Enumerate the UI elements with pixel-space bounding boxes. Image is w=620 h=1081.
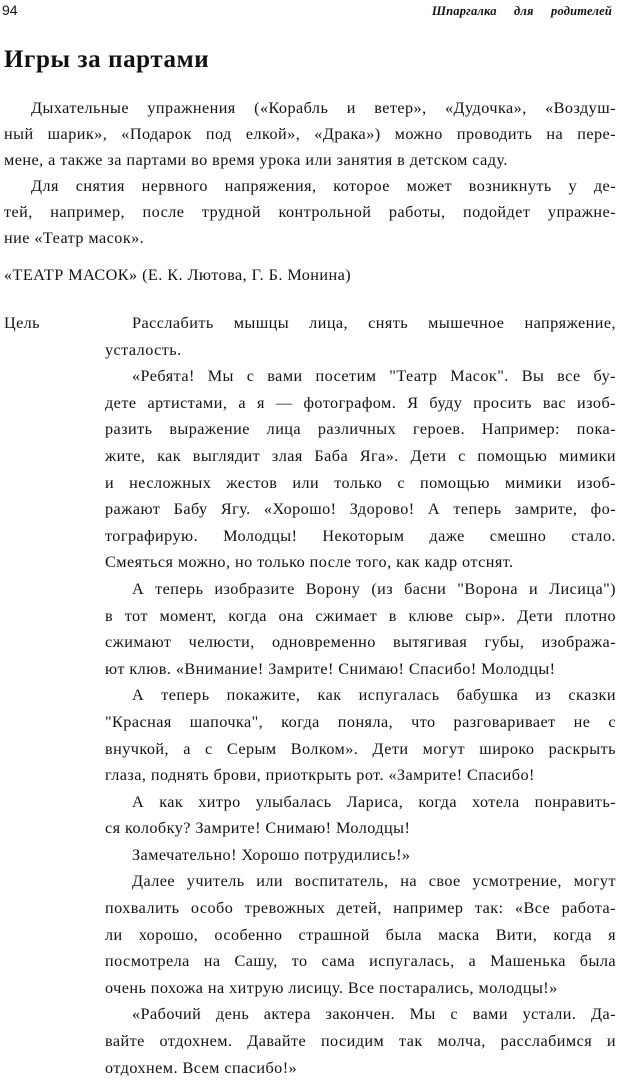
text-line: вайте отдохнем. Давайте посидим так молча, расслабимся и bbox=[105, 1032, 616, 1051]
text-line: ние «Театр масок». bbox=[4, 229, 145, 247]
text-line: А теперь изобразите Ворону (из басни "Ворона и Лисица") bbox=[132, 579, 616, 598]
text-line: жите, как выглядит злая Баба Яга». Дети с помощью мимики bbox=[105, 446, 616, 465]
paragraph bbox=[105, 363, 616, 576]
text-line: Замечательно! Хорошо потрудились!» bbox=[132, 845, 411, 864]
paragraph bbox=[105, 1001, 616, 1081]
text-line: тографирую. Молодцы! Некоторым даже смешно стало. bbox=[105, 526, 616, 545]
text-line: похвалить особо тревожных детей, например так: «Все работа- bbox=[105, 899, 616, 918]
paragraph bbox=[105, 789, 616, 842]
text-line: глаза, поднять брови, приоткрыть рот. «Замрите! Спасибо! bbox=[105, 766, 535, 785]
text-line: и несложных жестов или только с помощью мимики изоб- bbox=[105, 473, 616, 492]
exercise-body bbox=[105, 310, 616, 1081]
text-line: ся колобку? Замрите! Снимаю! Молодцы! bbox=[105, 819, 411, 838]
paragraph bbox=[105, 868, 616, 1001]
text-line: Дыхательные упражнения («Корабль и ветер», «Дудочка», «Воздуш- bbox=[31, 99, 616, 117]
text-line: в тот момент, когда она сжимает в клюве сыр». Дети плотно bbox=[105, 606, 616, 625]
text-line: усталость. bbox=[105, 340, 182, 359]
exercise-title: «ТЕАТР МАСОК» (Е. К. Лютова, Г. Б. Монина) bbox=[4, 266, 352, 284]
page-number: 94 bbox=[2, 2, 18, 18]
text-line: очень похожа на хитрую лисицу. Все постарались, молодцы!» bbox=[105, 978, 558, 997]
section-title: Игры за партами bbox=[4, 46, 210, 73]
text-line: А теперь покажите, как испугалась бабушка из сказки bbox=[132, 686, 616, 705]
text-line: «Ребята! Мы с вами посетим "Театр Масок". Вы все бу- bbox=[132, 367, 616, 386]
text-line: "Красная шапочка", когда поняла, что разговаривает не с bbox=[105, 712, 616, 731]
text-line: ли хорошо, особенно страшной была маска Вити, когда я bbox=[105, 925, 616, 944]
text-line: тей, например, после трудной контрольной работы, подойдет упражне- bbox=[4, 203, 616, 221]
text-line: мене, а также за партами во время урока или занятия в детском саду. bbox=[4, 151, 508, 169]
text-line: Для снятия нервного напряжения, которое может возникнуть у де- bbox=[31, 177, 616, 195]
paragraph bbox=[105, 682, 616, 788]
paragraph bbox=[105, 310, 616, 363]
text-line: дете артистами, а я — фотографом. Я буду просить вас изоб- bbox=[105, 393, 616, 412]
text-line: Смеяться можно, но только после того, как кадр отснят. bbox=[105, 553, 514, 572]
text-line: «Рабочий день актера закончен. Мы с вами устали. Да- bbox=[132, 1005, 616, 1024]
text-line: разить выражение лица различных героев. Например: пока- bbox=[105, 420, 616, 439]
text-line: ют клюв. «Внимание! Замрите! Снимаю! Спасибо! Молодцы! bbox=[105, 659, 556, 678]
running-header: Шпаргалка для родителей bbox=[431, 4, 612, 18]
text-line: ражают Бабу Ягу. «Хорошо! Здорово! А теперь замрите, фо- bbox=[105, 500, 616, 519]
text-line: внучкой, а с Серым Волком». Дети могут широко раскрыть bbox=[105, 739, 616, 758]
text-line: отдохнем. Всем спасибо!» bbox=[105, 1058, 298, 1077]
goal-label: Цель bbox=[4, 314, 40, 332]
paragraph bbox=[4, 95, 616, 173]
text-line: Расслабить мышцы лица, снять мышечное напряжение, bbox=[132, 314, 616, 332]
intro-text bbox=[4, 95, 616, 251]
paragraph bbox=[105, 842, 616, 869]
text-line: ный шарик», «Подарок под елкой», «Драка») можно проводить на пере- bbox=[4, 125, 616, 143]
text-line: А как хитро улыбалась Лариса, когда хотела понравить- bbox=[132, 792, 616, 811]
text-line: Далее учитель или воспитатель, на свое усмотрение, могут bbox=[132, 872, 616, 891]
text-line: посмотрела на Сашу, то сама испугалась, а Машенька была bbox=[105, 952, 616, 971]
paragraph bbox=[105, 576, 616, 682]
text-line: сжимают челюсти, одновременно вытягивая губы, изобража- bbox=[105, 633, 616, 652]
paragraph bbox=[4, 173, 616, 251]
